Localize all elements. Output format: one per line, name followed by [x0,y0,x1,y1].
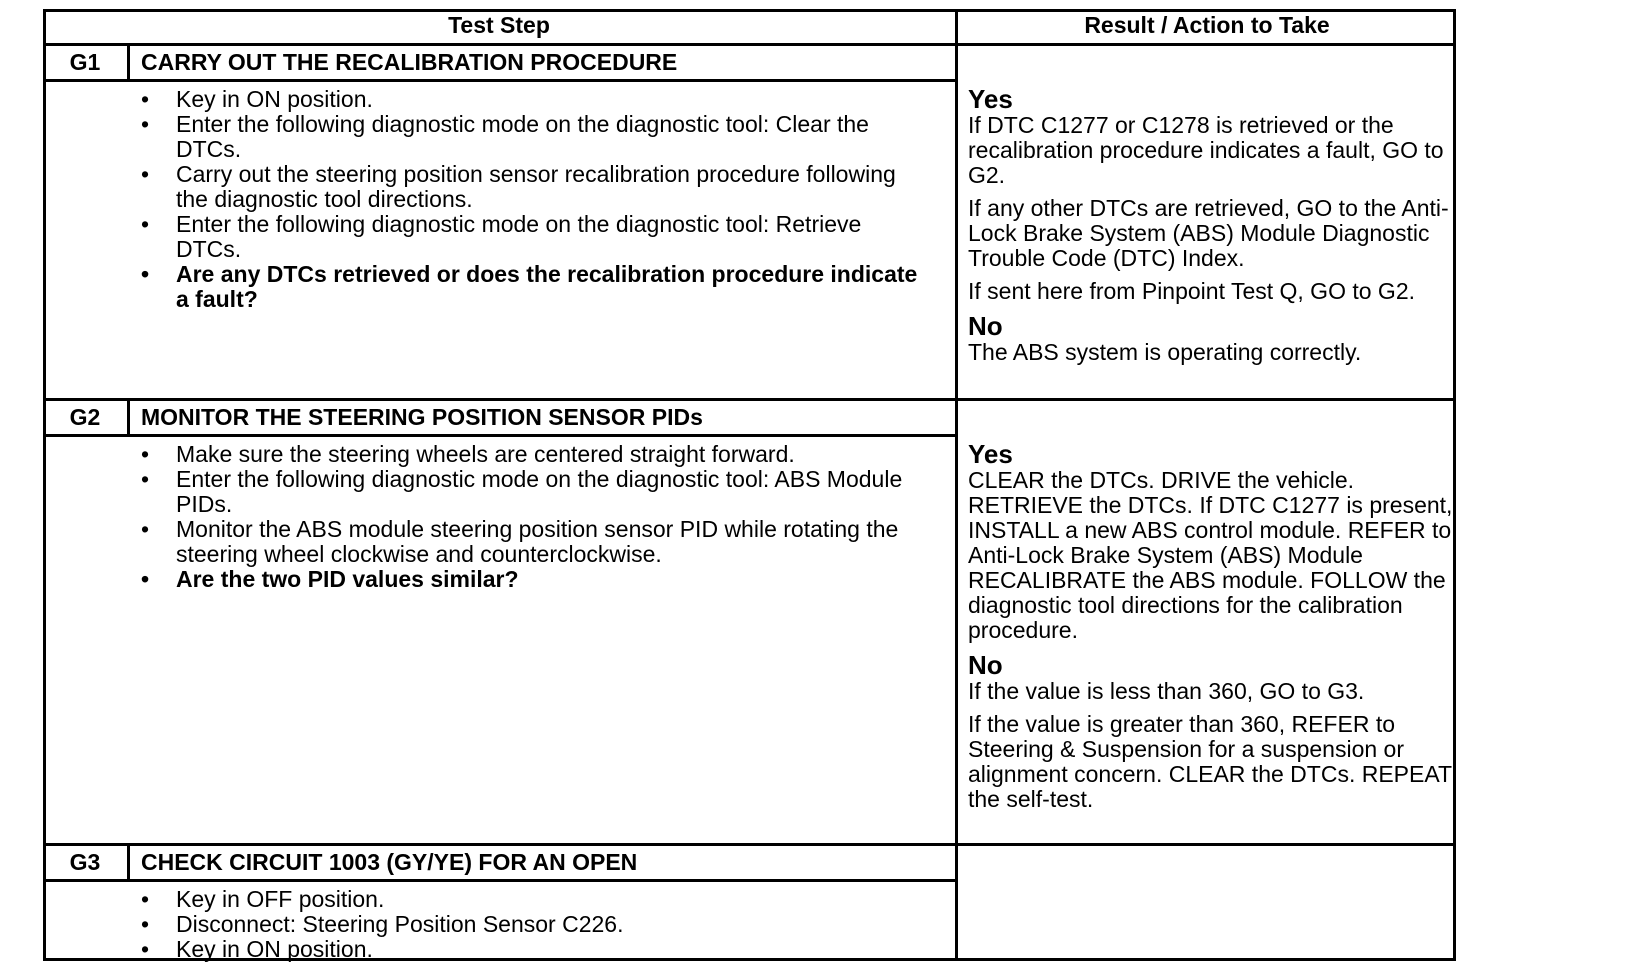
result-g2 [968,440,1453,820]
g1-id-divider [127,43,130,80]
step-question: • Are any DTCs retrieved or does the recalibration procedure indicate a fault? [141,261,918,312]
yes-label: Yes [968,439,1013,469]
g2-id-divider [127,398,130,436]
no-label: No [968,311,1003,341]
result-text: CLEAR the DTCs. DRIVE the vehicle. RETRIEVE the DTCs. If DTC C1277 is present, INSTALL a new ABS control module. REFER to Anti-Lock Brake System (ABS) Module RECALIBRATE the ABS module. FOLLOW the diagnostic tool directions for the calibration procedure. [968,467,1453,643]
result-text: If sent here from Pinpoint Test Q, GO to G2. [968,278,1415,304]
header-test-step: Test Step [448,12,550,38]
step-title-g3: CHECK CIRCUIT 1003 (GY/YE) FOR AN OPEN [141,849,638,875]
g3-id-divider [127,843,130,881]
step-id-g3: G3 [69,849,101,875]
result-g1 [968,85,1453,373]
header-result-action: Result / Action to Take [1084,12,1330,38]
g3-title-divider [43,879,957,882]
result-text: If the value is greater than 360, REFER to Steering & Suspension for a suspension or alignment concern. CLEAR the DTCs. REPEAT the self-test. [968,711,1452,812]
step-g1-bullets [141,87,931,312]
result-text: The ABS system is operating correctly. [968,339,1362,365]
step-title-g1: CARRY OUT THE RECALIBRATION PROCEDURE [141,49,678,75]
step-g2-bullets [141,442,931,592]
list-item: • Key in ON position. [141,86,373,112]
list-item: • Key in OFF position. [141,886,385,912]
step-id-g2: G2 [69,404,101,430]
list-item: • Carry out the steering position sensor recalibration procedure following the diagnostic tool directions. [141,161,896,212]
result-text: If any other DTCs are retrieved, GO to the Anti-Lock Brake System (ABS) Module Diagnostic Trouble Code (DTC) Index. [968,195,1449,271]
yes-label: Yes [968,84,1013,114]
result-text: If the value is less than 360, GO to G3. [968,678,1365,704]
list-item: • Disconnect: Steering Position Sensor C226. [141,911,624,937]
column-divider [955,9,958,961]
g2-title-divider [43,434,957,437]
step-id-g1: G1 [69,49,101,75]
no-label: No [968,650,1003,680]
header-divider [43,43,1456,46]
list-item: • Key in ON position. [141,936,373,962]
step-g3-bullets [141,887,931,962]
step-title-g2: MONITOR THE STEERING POSITION SENSOR PIDs [141,404,703,430]
g1-title-divider [43,79,957,82]
list-item: • Monitor the ABS module steering position sensor PID while rotating the steering wheel clockwise and counterclockwise. [141,516,899,567]
list-item: • Make sure the steering wheels are centered straight forward. [141,441,795,467]
result-text: If DTC C1277 or C1278 is retrieved or the recalibration procedure indicates a fault, GO to G2. [968,112,1444,188]
list-item: • Enter the following diagnostic mode on the diagnostic tool: ABS Module PIDs. [141,466,903,517]
list-item: • Enter the following diagnostic mode on the diagnostic tool: Clear the DTCs. [141,111,869,162]
row-divider [43,398,1456,401]
list-item: • Enter the following diagnostic mode on the diagnostic tool: Retrieve DTCs. [141,211,862,262]
step-question: • Are the two PID values similar? [141,566,519,592]
row-divider [43,843,1456,846]
